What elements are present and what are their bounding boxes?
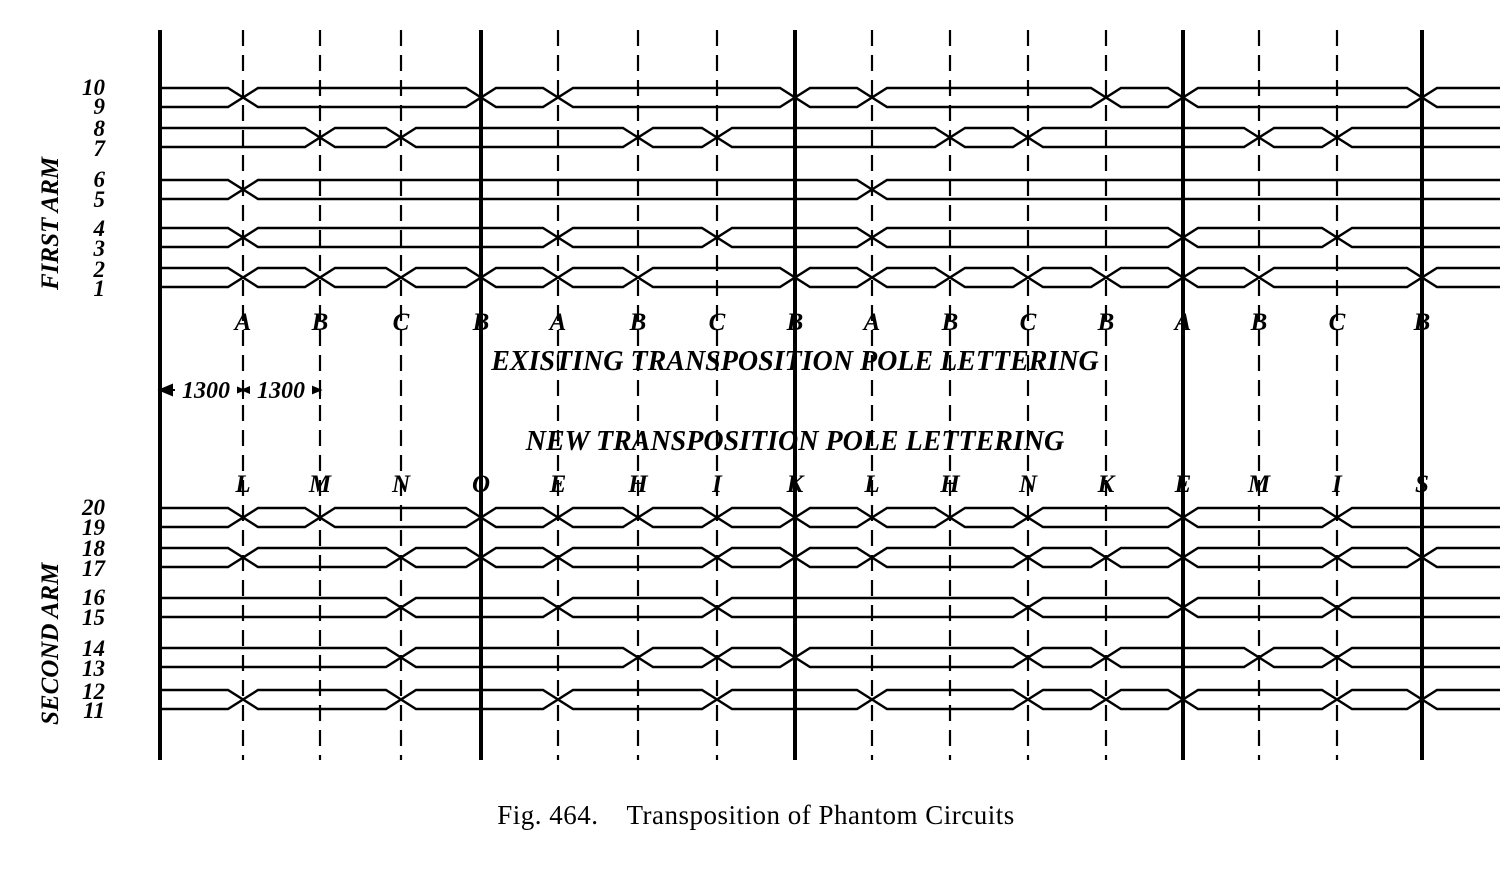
new-pole-letter-2: M: [308, 471, 332, 498]
wire-7: [160, 128, 1500, 147]
wire-18: [160, 548, 1500, 567]
wire-number-11: 11: [83, 698, 105, 723]
wire-2: [160, 268, 1500, 287]
existing-pole-letter-15: C: [1328, 309, 1346, 336]
existing-pole-letter-16: B: [1413, 309, 1431, 336]
dimension-label-2: 1300: [257, 378, 305, 404]
wire-16: [160, 598, 1500, 617]
existing-pole-letter-10: B: [941, 309, 959, 336]
new-lettering-title: NEW TRANSPOSITION POLE LETTERING: [525, 426, 1065, 457]
wire-number-12: 12: [82, 679, 105, 704]
wire-number-17: 17: [82, 556, 105, 581]
dimension-label-1: 1300: [182, 378, 230, 404]
second-arm-wires: [160, 508, 1500, 709]
wire-number-20: 20: [82, 495, 105, 520]
existing-pole-letter-12: B: [1097, 309, 1115, 336]
wire-20: [160, 508, 1500, 527]
new-pole-letter-5: E: [549, 471, 567, 498]
first-arm-wire-labels: [82, 75, 107, 301]
existing-pole-letter-9: A: [863, 309, 881, 336]
wire-number-5: 5: [93, 187, 105, 212]
wire-number-19: 19: [82, 515, 105, 540]
wire-number-14: 14: [82, 636, 105, 661]
figure-number: Fig. 464.: [497, 800, 599, 830]
wire-10: [160, 88, 1500, 107]
figure-caption: [0, 800, 1512, 831]
wire-15: [160, 598, 1500, 617]
new-pole-letter-6: H: [628, 471, 648, 498]
new-pole-letter-7: I: [712, 471, 722, 498]
wire-number-9: 9: [93, 94, 105, 119]
wire-1: [160, 268, 1500, 287]
wire-number-16: 16: [82, 585, 105, 610]
existing-pole-letter-8: B: [786, 309, 804, 336]
wire-number-15: 15: [82, 605, 105, 630]
new-pole-letter-14: M: [1247, 471, 1271, 498]
new-pole-letter-8: K: [786, 471, 804, 498]
existing-pole-letter-14: B: [1250, 309, 1268, 336]
wire-3: [160, 228, 1500, 247]
wire-number-3: 3: [93, 236, 105, 261]
wire-6: [160, 180, 1500, 199]
pole-lines: [160, 30, 1422, 760]
wire-number-10: 10: [82, 75, 105, 100]
new-pole-letter-13: E: [1174, 471, 1192, 498]
existing-pole-letter-3: C: [392, 309, 410, 336]
new-pole-letter-16: S: [1415, 471, 1429, 498]
new-pole-letter-15: I: [1332, 471, 1342, 498]
wire-number-4: 4: [93, 216, 105, 241]
wire-number-7: 7: [93, 136, 105, 161]
wire-number-2: 2: [93, 257, 105, 282]
new-pole-letter-9: L: [864, 471, 880, 498]
new-pole-letter-12: K: [1097, 471, 1115, 498]
wire-4: [160, 228, 1500, 247]
new-pole-letter-3: N: [391, 471, 411, 498]
wire-19: [160, 508, 1500, 527]
new-pole-letter-4: O: [471, 471, 491, 498]
new-pole-letters: [234, 471, 1429, 498]
existing-pole-letter-7: C: [708, 309, 726, 336]
first-arm-label: FIRST ARM: [37, 156, 64, 290]
new-pole-letter-1: L: [235, 471, 251, 498]
wire-number-8: 8: [93, 116, 105, 141]
wire-9: [160, 88, 1500, 107]
new-pole-letter-10: H: [940, 471, 960, 498]
existing-pole-letter-13: A: [1174, 309, 1192, 336]
first-arm-wires: [160, 88, 1500, 287]
wire-11: [160, 690, 1500, 709]
wire-12: [160, 690, 1500, 709]
existing-pole-letter-11: C: [1019, 309, 1037, 336]
existing-pole-letters: [233, 309, 1431, 336]
existing-pole-letter-4: B: [472, 309, 490, 336]
wire-14: [160, 648, 1500, 667]
new-pole-letter-11: N: [1018, 471, 1038, 498]
second-arm-wire-labels: [81, 495, 107, 723]
existing-pole-letter-1: A: [234, 309, 252, 336]
wire-17: [160, 548, 1500, 567]
second-arm-label: SECOND ARM: [37, 562, 64, 725]
wire-number-1: 1: [93, 276, 105, 301]
wire-5: [160, 180, 1500, 199]
wire-13: [160, 648, 1500, 667]
wire-number-18: 18: [82, 536, 105, 561]
wire-8: [160, 128, 1500, 147]
wire-number-13: 13: [82, 656, 105, 681]
existing-lettering-title: EXISTING TRANSPOSITION POLE LETTERING: [491, 346, 1099, 377]
figure-caption-text: Transposition of Phantom Circuits: [626, 800, 1015, 830]
existing-pole-letter-6: B: [629, 309, 647, 336]
existing-pole-letter-5: A: [549, 309, 567, 336]
wire-number-6: 6: [93, 167, 105, 192]
existing-pole-letter-2: B: [311, 309, 329, 336]
